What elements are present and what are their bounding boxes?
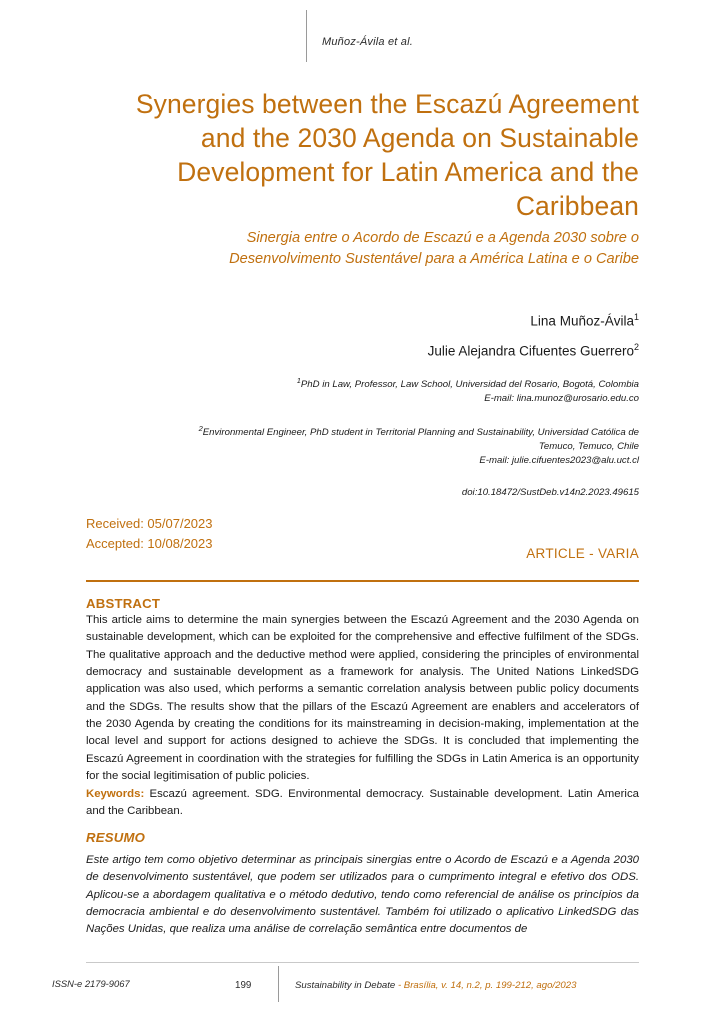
- issn-label: ISSN-e 2179-9067: [52, 978, 130, 989]
- author-2-name: Julie Alejandra Cifuentes Guerrero: [427, 343, 634, 359]
- affiliation-1-text: PhD in Law, Professor, Law School, Universidad del Rosario, Bogotá, Colombia: [300, 379, 639, 391]
- affiliation-2-text: Environmental Engineer, PhD student in Territorial Planning and Sustainability, Universidad Católica de Temuco, Temuco, Chile: [202, 427, 639, 453]
- resumo-text: Este artigo tem como objetivo determinar as principais sinergias entre o Acordo de Escazú e a Agenda 2030 de desenvolvimento sustentável, que podem ser utilizados para o cumprimento integral e efetivo dos ODS. Aplicou-se a abordagem qualitativa e o método dedutivo, tendo como referencial de análise os princípios da democracia ambiental e do desenvolvimento sustentável. Também foi utilizado o aplicativo LinkedSDG das Nações Unidas, que realiza uma análise de correlação semântica entre documentos de: [86, 854, 639, 936]
- affiliation-1-email[interactable]: E-mail: lina.munoz@urosario.edu.co: [484, 393, 639, 405]
- affiliation-1-marker: 1: [296, 376, 301, 385]
- author-1-marker: 1: [633, 312, 639, 322]
- author-2-marker: 2: [633, 342, 639, 352]
- keywords-text: Escazú agreement. SDG. Environmental democracy. Sustainable development. Latin America and the Caribbean.: [86, 788, 639, 818]
- resumo-heading: RESUMO: [86, 830, 146, 845]
- footer-divider: [86, 962, 639, 963]
- abstract-heading: ABSTRACT: [86, 596, 161, 611]
- footer-vertical-divider: [278, 966, 279, 1002]
- affiliation-2: [169, 424, 639, 468]
- footer-journal-name: Sustainability in Debate: [295, 980, 396, 991]
- affiliation-1: [169, 376, 639, 406]
- page-number: 199: [235, 980, 252, 991]
- section-divider: [86, 580, 639, 582]
- author-1: [530, 312, 639, 329]
- article-type-label: ARTICLE - VARIA: [526, 546, 639, 561]
- keywords-line: [86, 786, 639, 821]
- author-1-name: Lina Muñoz-Ávila: [530, 313, 634, 329]
- header-divider: [306, 10, 307, 62]
- page-title: Synergies between the Escazú Agreement and the 2030 Agenda on Sustainable Development for Latin America and the Caribbean: [135, 89, 639, 221]
- page-subtitle: Sinergia entre o Acordo de Escazú e a Agenda 2030 sobre o Desenvolvimento Sustentável para a América Latina e o Caribe: [229, 230, 639, 267]
- received-date: Received: 05/07/2023: [86, 516, 213, 531]
- abstract-text: This article aims to determine the main synergies between the Escazú Agreement and the 2030 Agenda on sustainable development, which can be exploited for the comprehensive and effective fulfilment of the SDGs. The qualitative approach and the deductive method were applied, considering the principles of environmental democracy and sustainable development as a framework for analysis. The United Nations LinkedSDG application was also used, which performs a semantic correlation analysis between public policy documents and the SDGs. The results show that the pillars of the Escazú Agreement are enablers and accelerators of the 2030 Agenda by creating the conditions for its mainstreaming in decision-making, implementation at the local level and support for actions designed to achieve the SDGs. It is concluded that implementing the Escazú Agreement in coordination with the strategies for fulfilling the SDGs in Latin America is an opportunity for the social legitimisation of public policies.: [86, 614, 639, 782]
- running-head: Muñoz-Ávila et al.: [322, 36, 414, 48]
- affiliation-2-email[interactable]: E-mail: julie.cifuentes2023@alu.uct.cl: [479, 455, 639, 466]
- keywords-label: Keywords:: [86, 788, 145, 800]
- affiliation-2-marker: 2: [198, 424, 203, 433]
- footer-citation: [295, 980, 576, 991]
- doi-text[interactable]: doi:10.18472/SustDeb.v14n2.2023.49615: [461, 487, 639, 498]
- footer-citation-detail: - Brasília, v. 14, n.2, p. 199-212, ago/2023: [397, 980, 577, 991]
- publication-dates: [86, 514, 213, 553]
- author-2: [428, 342, 639, 359]
- accepted-date: Accepted: 10/08/2023: [86, 535, 213, 551]
